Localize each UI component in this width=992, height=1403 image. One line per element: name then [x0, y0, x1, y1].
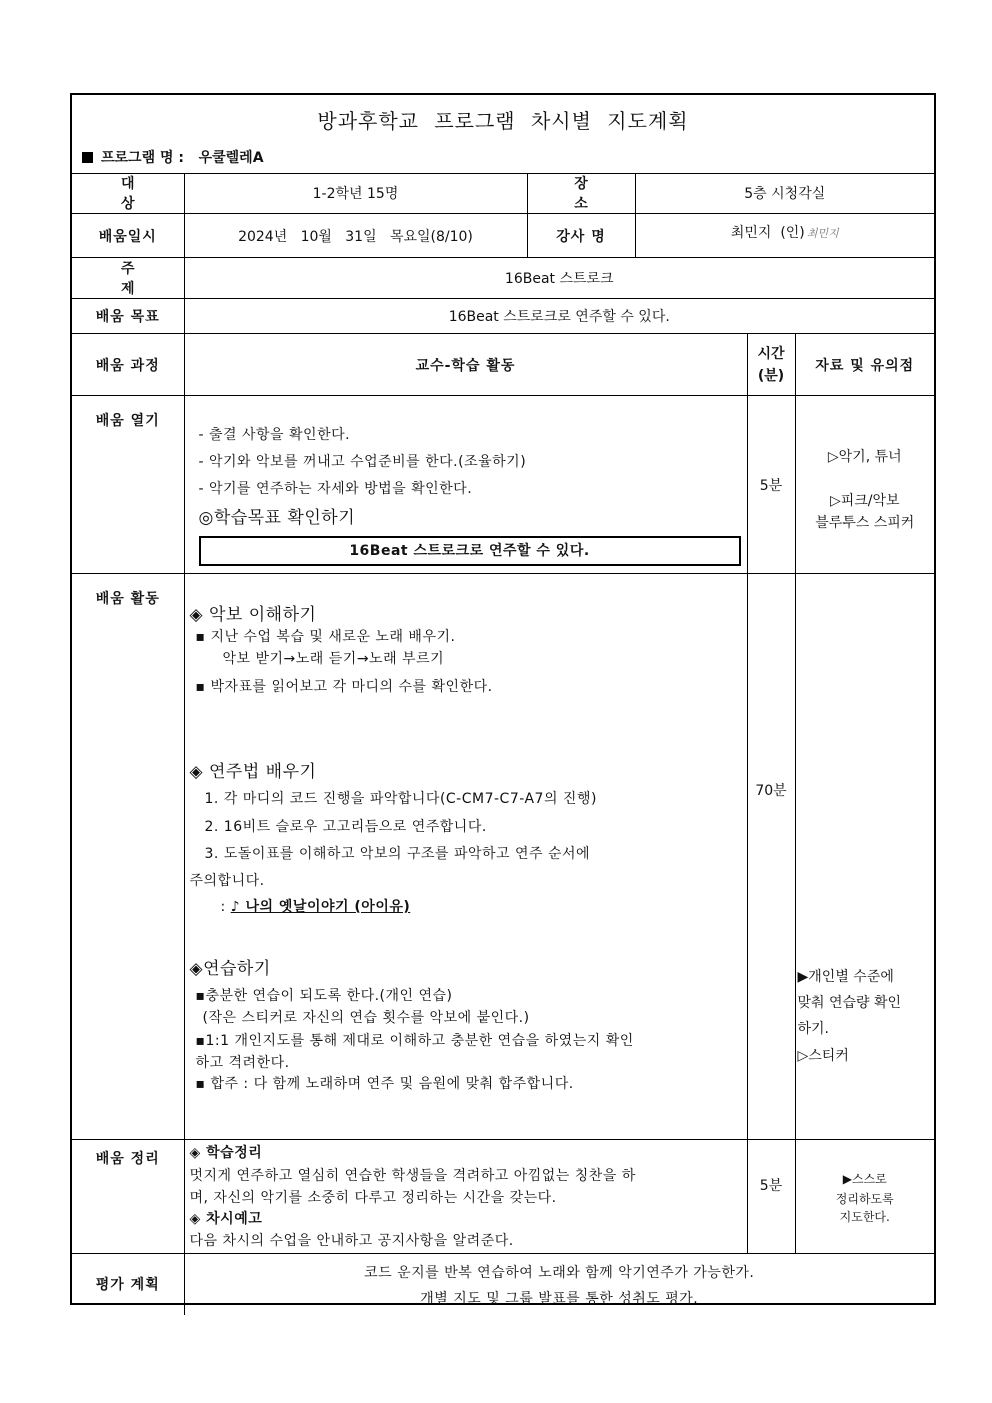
wrap-summary-line-1: 멋지게 연주하고 열심히 연습한 학생들을 격려하고 아낌없는 칭찬을 하: [189, 1168, 636, 1184]
activity-sec2-line-1: 1. 각 마디의 코드 진행을 파악합니다(C-CM7-C7-A7의 진행): [204, 791, 597, 807]
date-row: [72, 214, 934, 258]
open-material-1: ▷악기, 튜너: [827, 449, 902, 465]
square-bullet-icon: [82, 152, 93, 163]
wrap-time: 5분: [747, 1140, 795, 1254]
target-row: [72, 173, 934, 214]
song-title: ♪ 나의 옛날이야기 (아이유): [230, 899, 411, 915]
activity-sec3-line-2: (작은 스티커로 자신의 연습 횟수를 악보에 붙인다.): [202, 1010, 530, 1026]
open-line-3: - 악기를 연주하는 자세와 방법을 확인한다.: [198, 481, 473, 497]
stage-wrap-label: 배움 정리: [72, 1140, 184, 1254]
wrap-next-title: ◈ 차시예고: [189, 1211, 263, 1227]
song-prefix: :: [220, 899, 226, 915]
evaluation-row: [72, 1254, 934, 1315]
open-line-2: - 악기와 악보를 꺼내고 수업준비를 한다.(조율하기): [198, 454, 527, 470]
teacher-cell: [635, 214, 934, 258]
goal-label: 배움 목표: [72, 299, 184, 334]
wrap-next-line: 다음 차시의 수업을 안내하고 공지사항을 알려준다.: [189, 1233, 514, 1249]
activity-material-4: ▷스티커: [797, 1048, 849, 1064]
open-time: 5분: [747, 396, 795, 574]
stage-open-label: 배움 열기: [72, 396, 184, 574]
target-value: 1-2학년 15명: [184, 173, 527, 214]
stage-open-activity: [184, 396, 747, 574]
date-value: 2024년 10월 31일 목요일(8/10): [184, 214, 527, 258]
stage-wrap-row: [72, 1140, 934, 1254]
teacher-value: 최민지 (인): [730, 225, 805, 241]
place-label: 장 소: [527, 173, 635, 214]
plan-table: [72, 173, 934, 1315]
activity-sec3-title: ◈연습하기: [189, 959, 271, 979]
stage-activity-row: [72, 574, 934, 1140]
activity-time: 70분: [747, 574, 795, 1140]
activity-sec3-line-1: ▪충분한 연습이 되도록 한다.(개인 연습): [195, 988, 453, 1004]
column-header-row: [72, 334, 934, 396]
wrap-material-2: 정리하도록: [835, 1192, 894, 1206]
evaluation-line-2: 개별 지도 및 그룹 발표를 통한 성취도 평가.: [420, 1291, 699, 1307]
wrap-material-1: ▶스스로: [842, 1172, 887, 1186]
goal-row: [72, 299, 934, 334]
title-section: [72, 95, 934, 174]
time-header: 시간(분): [747, 334, 795, 396]
activity-sec2-line-3: 3. 도돌이표를 이해하고 악보의 구조를 파악하고 연주 순서에: [204, 846, 591, 862]
activity-header: 교수-학습 활동: [184, 334, 747, 396]
activity-sec3-line-3: ▪1:1 개인지도를 통해 제대로 이해하고 충분한 연습을 하였는지 확인: [195, 1033, 634, 1049]
target-label: 대 상: [72, 173, 184, 214]
activity-materials: [795, 574, 934, 1140]
open-material-2: ▷피크/악보: [829, 493, 900, 509]
lesson-plan-sheet: [70, 93, 936, 1305]
page-title: 방과후학교 프로그램 차시별 지도계획: [317, 109, 689, 133]
activity-sec2-line-2: 2. 16비트 슬로우 고고리듬으로 연주합니다.: [204, 819, 487, 835]
activity-material-1: ▶개인별 수준에: [797, 969, 894, 985]
program-label: 프로그램 명 :: [101, 150, 184, 166]
topic-row: [72, 258, 934, 299]
activity-sec1-line-2: 악보 받기→노래 듣기→노래 부르기: [222, 651, 445, 667]
evaluation-content: [184, 1254, 934, 1315]
program-line: [82, 147, 264, 167]
materials-header: 자료 및 유의점: [795, 334, 934, 396]
open-goal-heading: ◎학습목표 확인하기: [198, 508, 356, 528]
goal-value: 16Beat 스트로크로 연주할 수 있다.: [184, 299, 934, 334]
open-goal-box: 16Beat 스트로크로 연주할 수 있다.: [199, 536, 741, 566]
place-value: 5층 시청각실: [635, 173, 934, 214]
wrap-summary-title: ◈ 학습정리: [189, 1145, 263, 1161]
activity-sec1-line-3: ▪ 박자표를 읽어보고 각 마디의 수를 확인한다.: [195, 679, 493, 695]
teacher-label: 강사 명: [527, 214, 635, 258]
stage-open-row: [72, 396, 934, 574]
stage-activity-label: 배움 활동: [72, 574, 184, 1140]
stage-wrap-activity: [184, 1140, 747, 1254]
date-label: 배움일시: [72, 214, 184, 258]
stage-activity-activity: [184, 574, 747, 1140]
wrap-materials: [795, 1140, 934, 1254]
topic-value: 16Beat 스트로크: [184, 258, 934, 299]
open-material-3: 블루투스 스피커: [815, 515, 915, 531]
activity-song-line: [221, 896, 411, 916]
evaluation-label: 평가 계획: [72, 1254, 184, 1315]
process-header: 배움 과정: [72, 334, 184, 396]
activity-sec1-line-1: ▪ 지난 수업 복습 및 새로운 노래 배우기.: [195, 629, 456, 645]
open-line-1: - 출결 사항을 확인한다.: [198, 427, 351, 443]
wrap-material-3: 지도한다.: [839, 1210, 890, 1224]
activity-material-2: 맞춰 연습량 확인: [797, 995, 902, 1011]
activity-sec2-line-4: 주의합니다.: [189, 873, 265, 889]
activity-sec3-line-4: 하고 격려한다.: [195, 1055, 290, 1071]
activity-sec1-title: ◈ 악보 이해하기: [189, 605, 317, 625]
open-materials: [795, 396, 934, 574]
activity-material-3: 하기.: [797, 1021, 829, 1037]
wrap-summary-line-2: 며, 자신의 악기를 소중히 다루고 정리하는 시간을 갖는다.: [189, 1190, 557, 1206]
topic-label: 주 제: [72, 258, 184, 299]
teacher-signature: 최민지: [806, 227, 839, 240]
program-name: 우쿨렐레A: [198, 150, 264, 166]
activity-sec2-title: ◈ 연주법 배우기: [189, 762, 317, 782]
activity-sec3-line-5: ▪ 합주 : 다 함께 노래하며 연주 및 음원에 맞춰 합주합니다.: [195, 1076, 574, 1092]
evaluation-line-1: 코드 운지를 반복 연습하여 노래와 함께 악기연주가 가능한가.: [364, 1265, 755, 1281]
